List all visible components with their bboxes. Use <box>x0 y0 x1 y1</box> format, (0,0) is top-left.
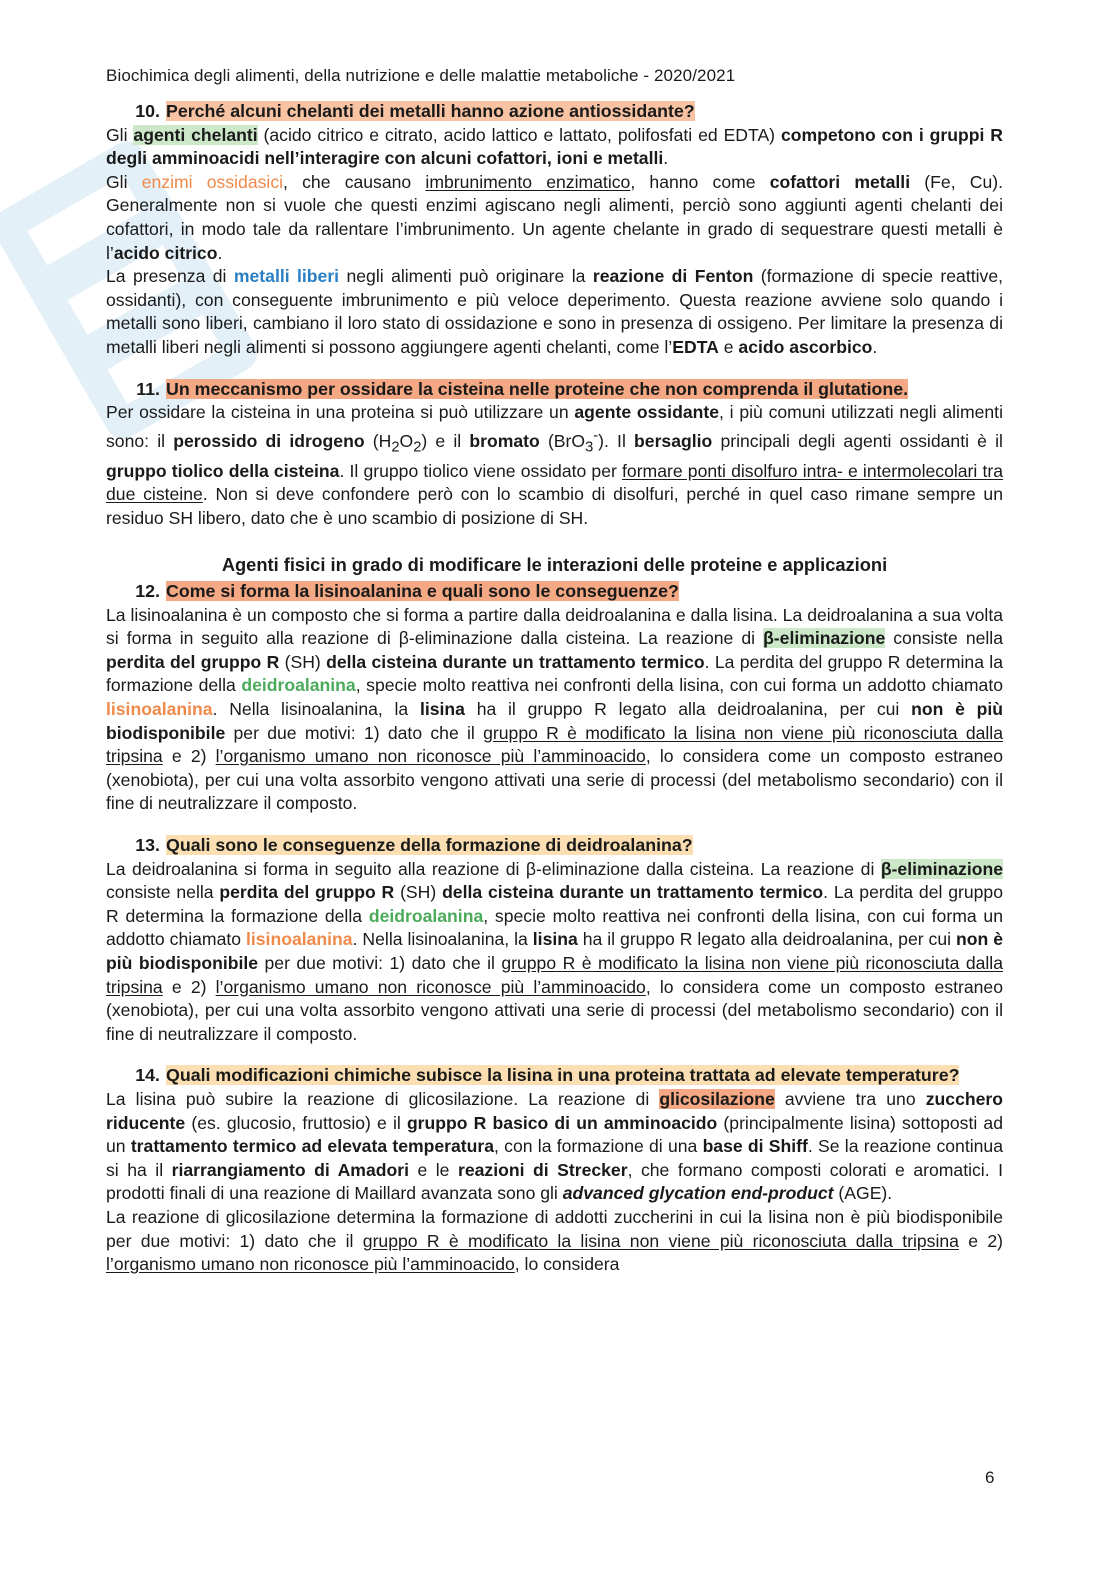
question-number: 11. <box>136 378 160 399</box>
paragraph: La lisinoalanina è un composto che si forma a partire dalla deidroalanina e dalla lisina. La deidroalanina a sua volta si forma in seguito alla reazione di β-eliminazione dalla cisteina. La reazione di β-eliminazione consiste nella perdita del gruppo R (SH) della cisteina durante un trattamento termico. La perdita del gruppo R determina la formazione della deidroalanina, specie molto reattiva nei confronti della lisina, con cui forma un addotto chiamato lisinoalanina. Nella lisinoalanina, la lisina ha il gruppo R legato alla deidroalanina, per cui non è più biodisponibile per due motivi: 1) dato che il gruppo R è modificato la lisina non viene più riconosciuta dalla tripsina e 2) l’organismo umano non riconosce più l’amminoacido, lo considera come un composto estraneo (xenobiota), per cui una volta assorbito vengono attivati una serie di processi (del metabolismo secondario) con il fine di neutralizzare il composto. <box>106 604 1004 814</box>
question-title: Quali sono le conseguenze della formazione di deidroalanina? <box>166 835 693 855</box>
paragraph: Gli enzimi ossidasici, che causano imbrunimento enzimatico, hanno come cofattori metalli (Fe, Cu). Generalmente non si vuole che questi enzimi agiscano negli alimenti, perciò sono aggiunti agenti chelanti dei cofattori, in modo tale da rallentare l’imbrunimento. Un agente chelante in grado di sequestrare questi metalli è l’acido citrico. <box>106 171 1004 263</box>
question-number: 14. <box>135 1065 160 1086</box>
paragraph: La deidroalanina si forma in seguito alla reazione di β-eliminazione dalla cisteina. La reazione di β-eliminazione consiste nella perdita del gruppo R (SH) della cisteina durante un trattamento termico. La perdita del gruppo R determina la formazione della deidroalanina, specie molto reattiva nei confronti della lisina, con cui forma un addotto chiamato lisinoalanina. Nella lisinoalanina, la lisina ha il gruppo R legato alla deidroalanina, per cui non è più biodisponibile per due motivi: 1) dato che il gruppo R è modificato la lisina non viene più riconosciuta dalla tripsina e 2) l’organismo umano non riconosce più l’amminoacido, lo considera come un composto estraneo (xenobiota), per cui una volta assorbito vengono attivati una serie di processi (del metabolismo secondario) con il fine di neutralizzare il composto. <box>106 858 1003 1044</box>
question-title: Come si forma la lisinoalanina e quali sono le conseguenze? <box>166 581 679 602</box>
paragraph: La presenza di metalli liberi negli alimenti può originare la reazione di Fenton (formazione di specie reattive, ossidanti), con conseguente imbrunimento e più veloce deperimento. Questa reazione avviene solo quando i metalli sono liberi, cambiano il loro stato di ossidazione e sono in presenza di ossigeno. Per limitare la presenza di metalli liberi negli alimenti si possono aggiungere agenti chelanti, come l’EDTA e acido ascorbico. <box>106 266 1003 357</box>
question-14 <box>106 1064 1003 1088</box>
question-11 <box>106 378 1003 402</box>
question-12 <box>106 580 1003 604</box>
paragraph: La reazione di glicosilazione determina la formazione di addotti zuccherini in cui la lisina non è più biodisponibile per due motivi: 1) dato che il gruppo R è modificato la lisina non viene più riconosciuta dalla tripsina e 2) l’organismo umano non riconosce più l’amminoacido, lo considera <box>106 1206 1003 1275</box>
question-number: 13. <box>135 835 160 855</box>
document-body <box>106 100 1003 1277</box>
question-title: Perché alcuni chelanti dei metalli hanno azione antiossidante? <box>166 101 695 121</box>
question-13 <box>106 834 1003 858</box>
page-number: 6 <box>985 1468 995 1487</box>
question-number: 10. <box>135 101 160 121</box>
question-title: Un meccanismo per ossidare la cisteina nelle proteine che non comprenda il glutatione. <box>166 378 909 399</box>
question-number: 12. <box>135 581 160 602</box>
question-title: Quali modificazioni chimiche subisce la lisina in una proteina trattata ad elevate temperature? <box>166 1065 960 1086</box>
paragraph: La lisina può subire la reazione di glicosilazione. La reazione di glicosilazione avviene tra uno zucchero riducente (es. glucosio, fruttosio) e il gruppo R basico di un amminoacido (principalmente lisina) sottoposti ad un trattamento termico ad elevata temperatura, con la formazione di una base di Shiff. Se la reazione continua si ha il riarrangiamento di Amadori e le reazioni di Strecker, che formano composti colorati e aromatici. I prodotti finali di una reazione di Maillard avanzata sono gli advanced glycation end-product (AGE). <box>106 1088 1003 1204</box>
section-title: Agenti fisici in grado di modificare le interazioni delle proteine e applicazioni <box>221 554 888 576</box>
paragraph: Gli agenti chelanti (acido citrico e citrato, acido lattico e lattato, polifosfati ed EDTA) competono con i gruppi R degli amminoacidi nell’interagire con alcuni cofattori, ioni e metalli. <box>106 124 1003 169</box>
question-10 <box>106 100 1003 124</box>
page-header: Biochimica degli alimenti, della nutrizione e delle malattie metaboliche - 2020/2021 <box>106 66 736 85</box>
paragraph: Per ossidare la cisteina in una proteina si può utilizzare un agente ossidante, i più comuni utilizzati negli alimenti sono: il perossido di idrogeno $(H_2O_2)$ e il bromato (BrO$_3$-). Il bersaglio principali degli agenti ossidanti è il gruppo tiolico della cisteina. Il gruppo tiolico viene ossidato per formare ponti disolfuro intra- e intermolecolari tra due cisteine. Non si deve confondere però con lo scambio di disolfuri, perché in quel caso rimane sempre un residuo SH libero, dato che è uno scambio di posizione di SH. <box>106 402 1004 528</box>
